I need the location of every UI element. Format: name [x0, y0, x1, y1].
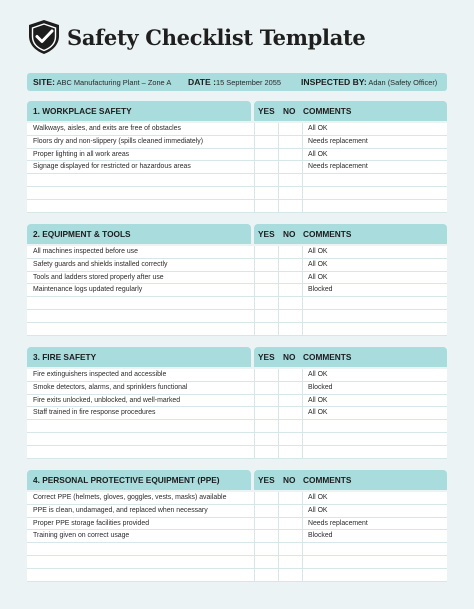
- site-info: [33, 77, 171, 87]
- no-cell[interactable]: [279, 556, 303, 568]
- comment-cell[interactable]: All OK: [308, 506, 328, 514]
- checklist-rows: [27, 246, 447, 336]
- comment-cell[interactable]: [303, 543, 447, 555]
- column-comments: COMMENTS: [303, 352, 352, 362]
- checklist-item: [27, 200, 251, 212]
- yes-cell[interactable]: [254, 556, 279, 568]
- section-header: [27, 470, 447, 490]
- no-cell[interactable]: [279, 505, 303, 517]
- section-title: 3. FIRE SAFETY: [27, 347, 251, 367]
- checklist-item: [27, 420, 251, 432]
- table-row: [27, 272, 447, 285]
- checklist-section: [27, 224, 447, 336]
- table-row: [27, 569, 447, 582]
- no-cell[interactable]: [279, 200, 303, 212]
- comment-cell[interactable]: Needs replacement: [308, 519, 368, 527]
- checklist-section: [27, 470, 447, 582]
- comment-cell[interactable]: All OK: [308, 125, 328, 132]
- date-value: 15 September 2055: [216, 78, 281, 87]
- comment-cell[interactable]: All OK: [308, 396, 328, 404]
- table-row: [27, 174, 447, 187]
- comment-cell[interactable]: [303, 310, 447, 322]
- no-cell[interactable]: [279, 272, 303, 284]
- comment-cell[interactable]: All OK: [308, 260, 328, 268]
- info-bar: [27, 73, 447, 91]
- checklist-item: [27, 569, 251, 581]
- comment-cell[interactable]: All OK: [308, 494, 328, 501]
- checklist-item: Smoke detectors, alarms, and sprinklers functional: [33, 383, 188, 391]
- no-cell[interactable]: [279, 530, 303, 542]
- table-row: [27, 382, 447, 395]
- checklist-item: [27, 174, 251, 186]
- checklist-item: [27, 187, 251, 199]
- no-cell[interactable]: [279, 136, 303, 148]
- no-cell[interactable]: [279, 543, 303, 555]
- checklist-item: Safety guards and shields installed correctly: [33, 260, 168, 268]
- yes-cell[interactable]: [254, 310, 279, 322]
- section-columns-header: [254, 470, 447, 490]
- yes-cell[interactable]: [254, 382, 279, 394]
- checklist-item: [27, 556, 251, 568]
- no-cell[interactable]: [279, 246, 303, 258]
- table-row: [27, 149, 447, 162]
- site-label: SITE:: [33, 77, 55, 87]
- comment-cell[interactable]: [303, 323, 447, 335]
- no-cell[interactable]: [279, 323, 303, 335]
- yes-cell[interactable]: [254, 395, 279, 407]
- checklist-item: [27, 323, 251, 335]
- no-cell[interactable]: [279, 420, 303, 432]
- page-title: Safety Checklist Template: [67, 24, 366, 50]
- comment-cell[interactable]: All OK: [308, 409, 328, 417]
- inspected-by-label: INSPECTED BY:: [301, 77, 367, 87]
- yes-cell[interactable]: [254, 123, 279, 135]
- checklist-item: Signage displayed for restricted or hazardous areas: [33, 163, 191, 171]
- inspected-by-value: Adan (Safety Officer): [368, 78, 438, 87]
- table-row: [27, 446, 447, 459]
- date-info: [188, 77, 281, 87]
- no-cell[interactable]: [279, 569, 303, 581]
- no-cell[interactable]: [279, 149, 303, 161]
- checklist-item: [27, 310, 251, 322]
- comment-cell[interactable]: Needs replacement: [308, 137, 368, 145]
- checklist-rows: [27, 492, 447, 582]
- no-cell[interactable]: [279, 446, 303, 458]
- checklist-item: Maintenance logs updated regularly: [33, 286, 143, 294]
- column-comments: COMMENTS: [303, 475, 352, 485]
- column-comments: COMMENTS: [303, 106, 352, 116]
- checklist-item: Proper lighting in all work areas: [33, 150, 130, 158]
- comment-cell[interactable]: [303, 174, 447, 186]
- date-label: DATE :: [188, 77, 217, 87]
- yes-cell[interactable]: [254, 297, 279, 309]
- checklist-item: [27, 433, 251, 445]
- comment-cell[interactable]: Blocked: [308, 532, 333, 540]
- no-cell[interactable]: [279, 433, 303, 445]
- table-row: [27, 505, 447, 518]
- checklist-item: [27, 446, 251, 458]
- table-row: [27, 310, 447, 323]
- no-cell[interactable]: [279, 297, 303, 309]
- yes-cell[interactable]: [254, 433, 279, 445]
- section-title: 4. PERSONAL PROTECTIVE EQUIPMENT (PPE): [27, 470, 251, 490]
- checklist-item: Floors dry and non-slippery (spills cleaned immediately): [33, 137, 204, 145]
- checklist-item: [27, 543, 251, 555]
- yes-cell[interactable]: [254, 259, 279, 271]
- comment-cell[interactable]: [303, 420, 447, 432]
- yes-cell[interactable]: [254, 136, 279, 148]
- column-no: NO: [283, 106, 296, 116]
- site-value: ABC Manufacturing Plant – Zone A: [56, 78, 172, 87]
- no-cell[interactable]: [279, 395, 303, 407]
- table-row: [27, 136, 447, 149]
- checklist-item: [27, 297, 251, 309]
- yes-cell[interactable]: [254, 187, 279, 199]
- table-row: [27, 187, 447, 200]
- checklist-section: [27, 101, 447, 213]
- table-row: [27, 323, 447, 336]
- comment-cell[interactable]: [303, 433, 447, 445]
- yes-cell[interactable]: [254, 272, 279, 284]
- column-yes: YES: [258, 475, 275, 485]
- comment-cell[interactable]: [303, 187, 447, 199]
- yes-cell[interactable]: [254, 420, 279, 432]
- yes-cell[interactable]: [254, 530, 279, 542]
- column-yes: YES: [258, 352, 275, 362]
- yes-cell[interactable]: [254, 505, 279, 517]
- yes-cell[interactable]: [254, 446, 279, 458]
- table-row: [27, 433, 447, 446]
- column-yes: YES: [258, 229, 275, 239]
- table-row: [27, 246, 447, 259]
- yes-cell[interactable]: [254, 492, 279, 504]
- no-cell[interactable]: [279, 187, 303, 199]
- comment-cell[interactable]: Needs replacement: [308, 163, 368, 171]
- comment-cell[interactable]: All OK: [308, 150, 328, 158]
- checklist-rows: [27, 123, 447, 213]
- no-cell[interactable]: [279, 382, 303, 394]
- yes-cell[interactable]: [254, 518, 279, 530]
- comment-cell[interactable]: All OK: [308, 273, 328, 281]
- comment-cell[interactable]: [303, 446, 447, 458]
- no-cell[interactable]: [279, 518, 303, 530]
- yes-cell[interactable]: [254, 149, 279, 161]
- yes-cell[interactable]: [254, 284, 279, 296]
- table-row: [27, 297, 447, 310]
- section-columns-header: [254, 224, 447, 244]
- no-cell[interactable]: [279, 369, 303, 381]
- comment-cell[interactable]: Blocked: [308, 286, 333, 294]
- section-title: 1. WORKPLACE SAFETY: [27, 101, 251, 121]
- column-no: NO: [283, 352, 296, 362]
- yes-cell[interactable]: [254, 323, 279, 335]
- column-yes: YES: [258, 106, 275, 116]
- table-row: [27, 284, 447, 297]
- checklist-item: PPE is clean, undamaged, and replaced when necessary: [33, 506, 208, 514]
- checklist-item: Training given on correct usage: [33, 532, 130, 540]
- no-cell[interactable]: [279, 407, 303, 419]
- table-row: [27, 161, 447, 174]
- no-cell[interactable]: [279, 161, 303, 173]
- shield-check-icon: [27, 19, 61, 55]
- yes-cell[interactable]: [254, 543, 279, 555]
- no-cell[interactable]: [279, 259, 303, 271]
- table-row: [27, 123, 447, 136]
- checklist-item: Walkways, aisles, and exits are free of obstacles: [33, 125, 181, 132]
- no-cell[interactable]: [279, 310, 303, 322]
- no-cell[interactable]: [279, 123, 303, 135]
- no-cell[interactable]: [279, 284, 303, 296]
- checklist-item: Tools and ladders stored properly after use: [33, 273, 164, 281]
- table-row: [27, 259, 447, 272]
- checklist-item: Fire exits unlocked, unblocked, and well-marked: [33, 396, 181, 404]
- comment-cell[interactable]: [303, 297, 447, 309]
- comment-cell[interactable]: [303, 569, 447, 581]
- section-header: [27, 224, 447, 244]
- yes-cell[interactable]: [254, 246, 279, 258]
- checklist-item: All machines inspected before use: [33, 248, 138, 255]
- comment-cell[interactable]: [303, 556, 447, 568]
- checklist-item: Fire extinguishers inspected and accessible: [33, 371, 167, 378]
- comment-cell[interactable]: [303, 200, 447, 212]
- table-row: [27, 556, 447, 569]
- table-row: [27, 543, 447, 556]
- yes-cell[interactable]: [254, 174, 279, 186]
- comment-cell[interactable]: All OK: [308, 371, 328, 378]
- checklist-item: Staff trained in fire response procedures: [33, 409, 156, 417]
- checklist-section: [27, 347, 447, 459]
- yes-cell[interactable]: [254, 161, 279, 173]
- yes-cell[interactable]: [254, 407, 279, 419]
- table-row: [27, 530, 447, 543]
- yes-cell[interactable]: [254, 200, 279, 212]
- yes-cell[interactable]: [254, 369, 279, 381]
- table-row: [27, 395, 447, 408]
- table-row: [27, 369, 447, 382]
- section-columns-header: [254, 347, 447, 367]
- section-columns-header: [254, 101, 447, 121]
- table-row: [27, 420, 447, 433]
- no-cell[interactable]: [279, 174, 303, 186]
- checklist-item: Proper PPE storage facilities provided: [33, 519, 150, 527]
- comment-cell[interactable]: All OK: [308, 248, 328, 255]
- column-comments: COMMENTS: [303, 229, 352, 239]
- yes-cell[interactable]: [254, 569, 279, 581]
- table-row: [27, 492, 447, 505]
- comment-cell[interactable]: Blocked: [308, 383, 333, 391]
- section-header: [27, 101, 447, 121]
- section-title: 2. EQUIPMENT & TOOLS: [27, 224, 251, 244]
- table-row: [27, 407, 447, 420]
- page-header: [27, 18, 365, 56]
- table-row: [27, 200, 447, 213]
- column-no: NO: [283, 229, 296, 239]
- no-cell[interactable]: [279, 492, 303, 504]
- checklist-item: Correct PPE (helmets, gloves, goggles, vests, masks) available: [33, 494, 227, 501]
- table-row: [27, 518, 447, 531]
- section-header: [27, 347, 447, 367]
- inspected-by-info: [301, 77, 437, 87]
- column-no: NO: [283, 475, 296, 485]
- checklist-rows: [27, 369, 447, 459]
